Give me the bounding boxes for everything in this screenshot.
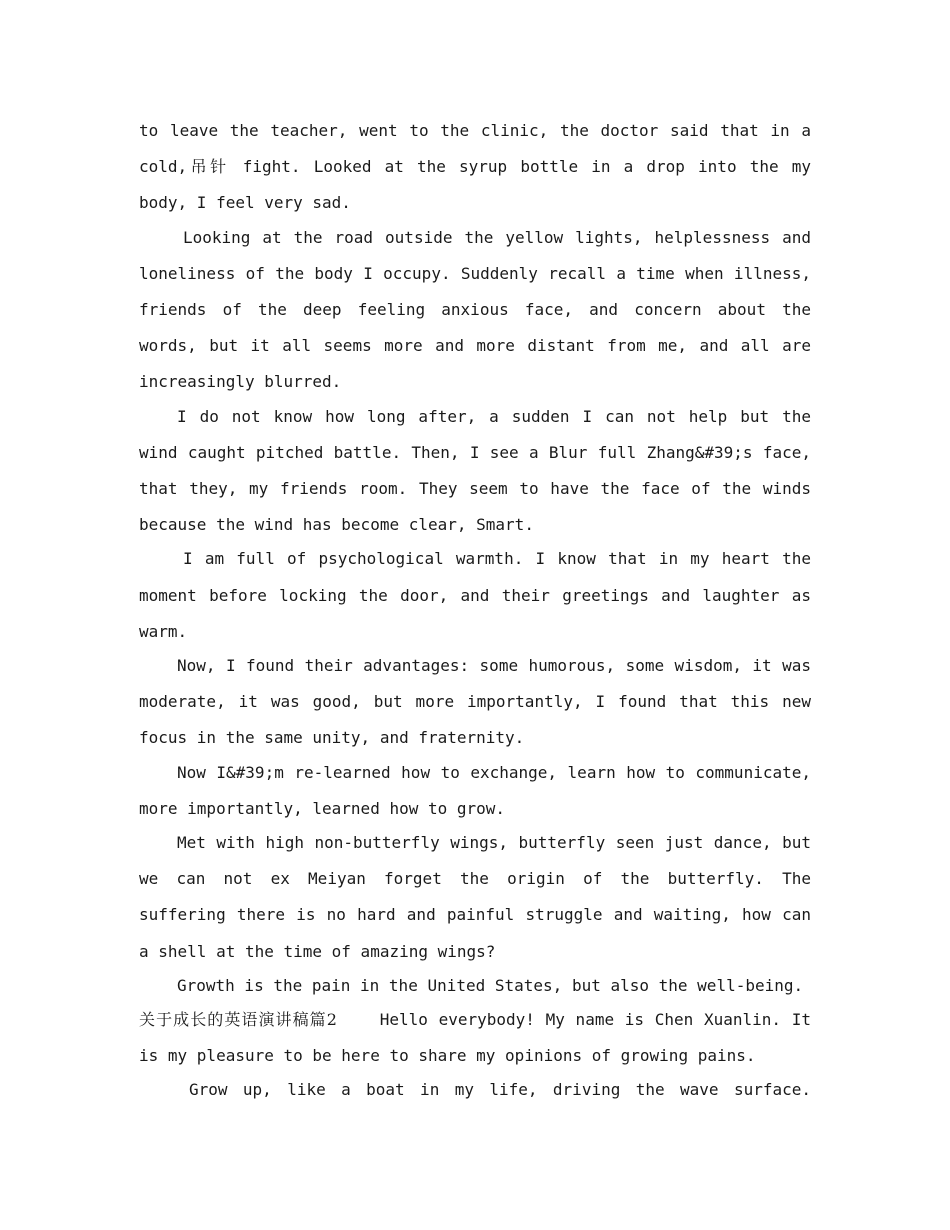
paragraph-7: Met with high non-butterfly wings, butterfly seen just dance, but we can not ex Meiyan forget the origin of the butterfly. The suffering there is no hard and painful struggle and waiting, how can a shell at the time of amazing wings? bbox=[139, 833, 811, 961]
section-heading: 关于成长的英语演讲稿篇2 bbox=[139, 1010, 337, 1030]
paragraph-last: Grow up, like a boat in my life, driving the wave surface. bbox=[189, 1080, 811, 1100]
document-body bbox=[139, 113, 811, 1107]
section-intro: Hello everybody! My name is Chen Xuanlin. It is my pleasure to be here to share my opinions of growing pains. bbox=[139, 1010, 812, 1066]
paragraph-2: Looking at the road outside the yellow lights, helplessness and loneliness of the body I occupy. Suddenly recall a time when illness, friends of the deep feeling anxious face, and concern about the words, but it all seems more and more distant from me, and all are increasingly blurred. bbox=[139, 227, 811, 392]
paragraph-5: Now, I found their advantages: some humorous, some wisdom, it was moderate, it was good, but more importantly, I found that this new focus in the same unity, and fraternity. bbox=[139, 656, 811, 748]
paragraph-4: I am full of psychological warmth. I know that in my heart the moment before locking the door, and their greetings and laughter as warm. bbox=[139, 549, 811, 641]
paragraph-8: Growth is the pain in the United States, but also the well-being. bbox=[177, 975, 804, 995]
section-2-start bbox=[139, 1002, 811, 1074]
paragraph-6: Now I&#39;m re-learned how to exchange, learn how to communicate, more importantly, learned how to grow. bbox=[139, 762, 811, 818]
paragraph-3: I do not know how long after, a sudden I can not help but the wind caught pitched battle. Then, I see a Blur full Zhang&#39;s face, that they, my friends room. They seem to have the face of the winds because the wind has become clear, Smart. bbox=[139, 406, 811, 535]
paragraph-1: to leave the teacher, went to the clinic, the doctor said that in a cold,吊针 fight. Looked at the syrup bottle in a drop into the my body, I feel very sad. bbox=[139, 121, 811, 213]
